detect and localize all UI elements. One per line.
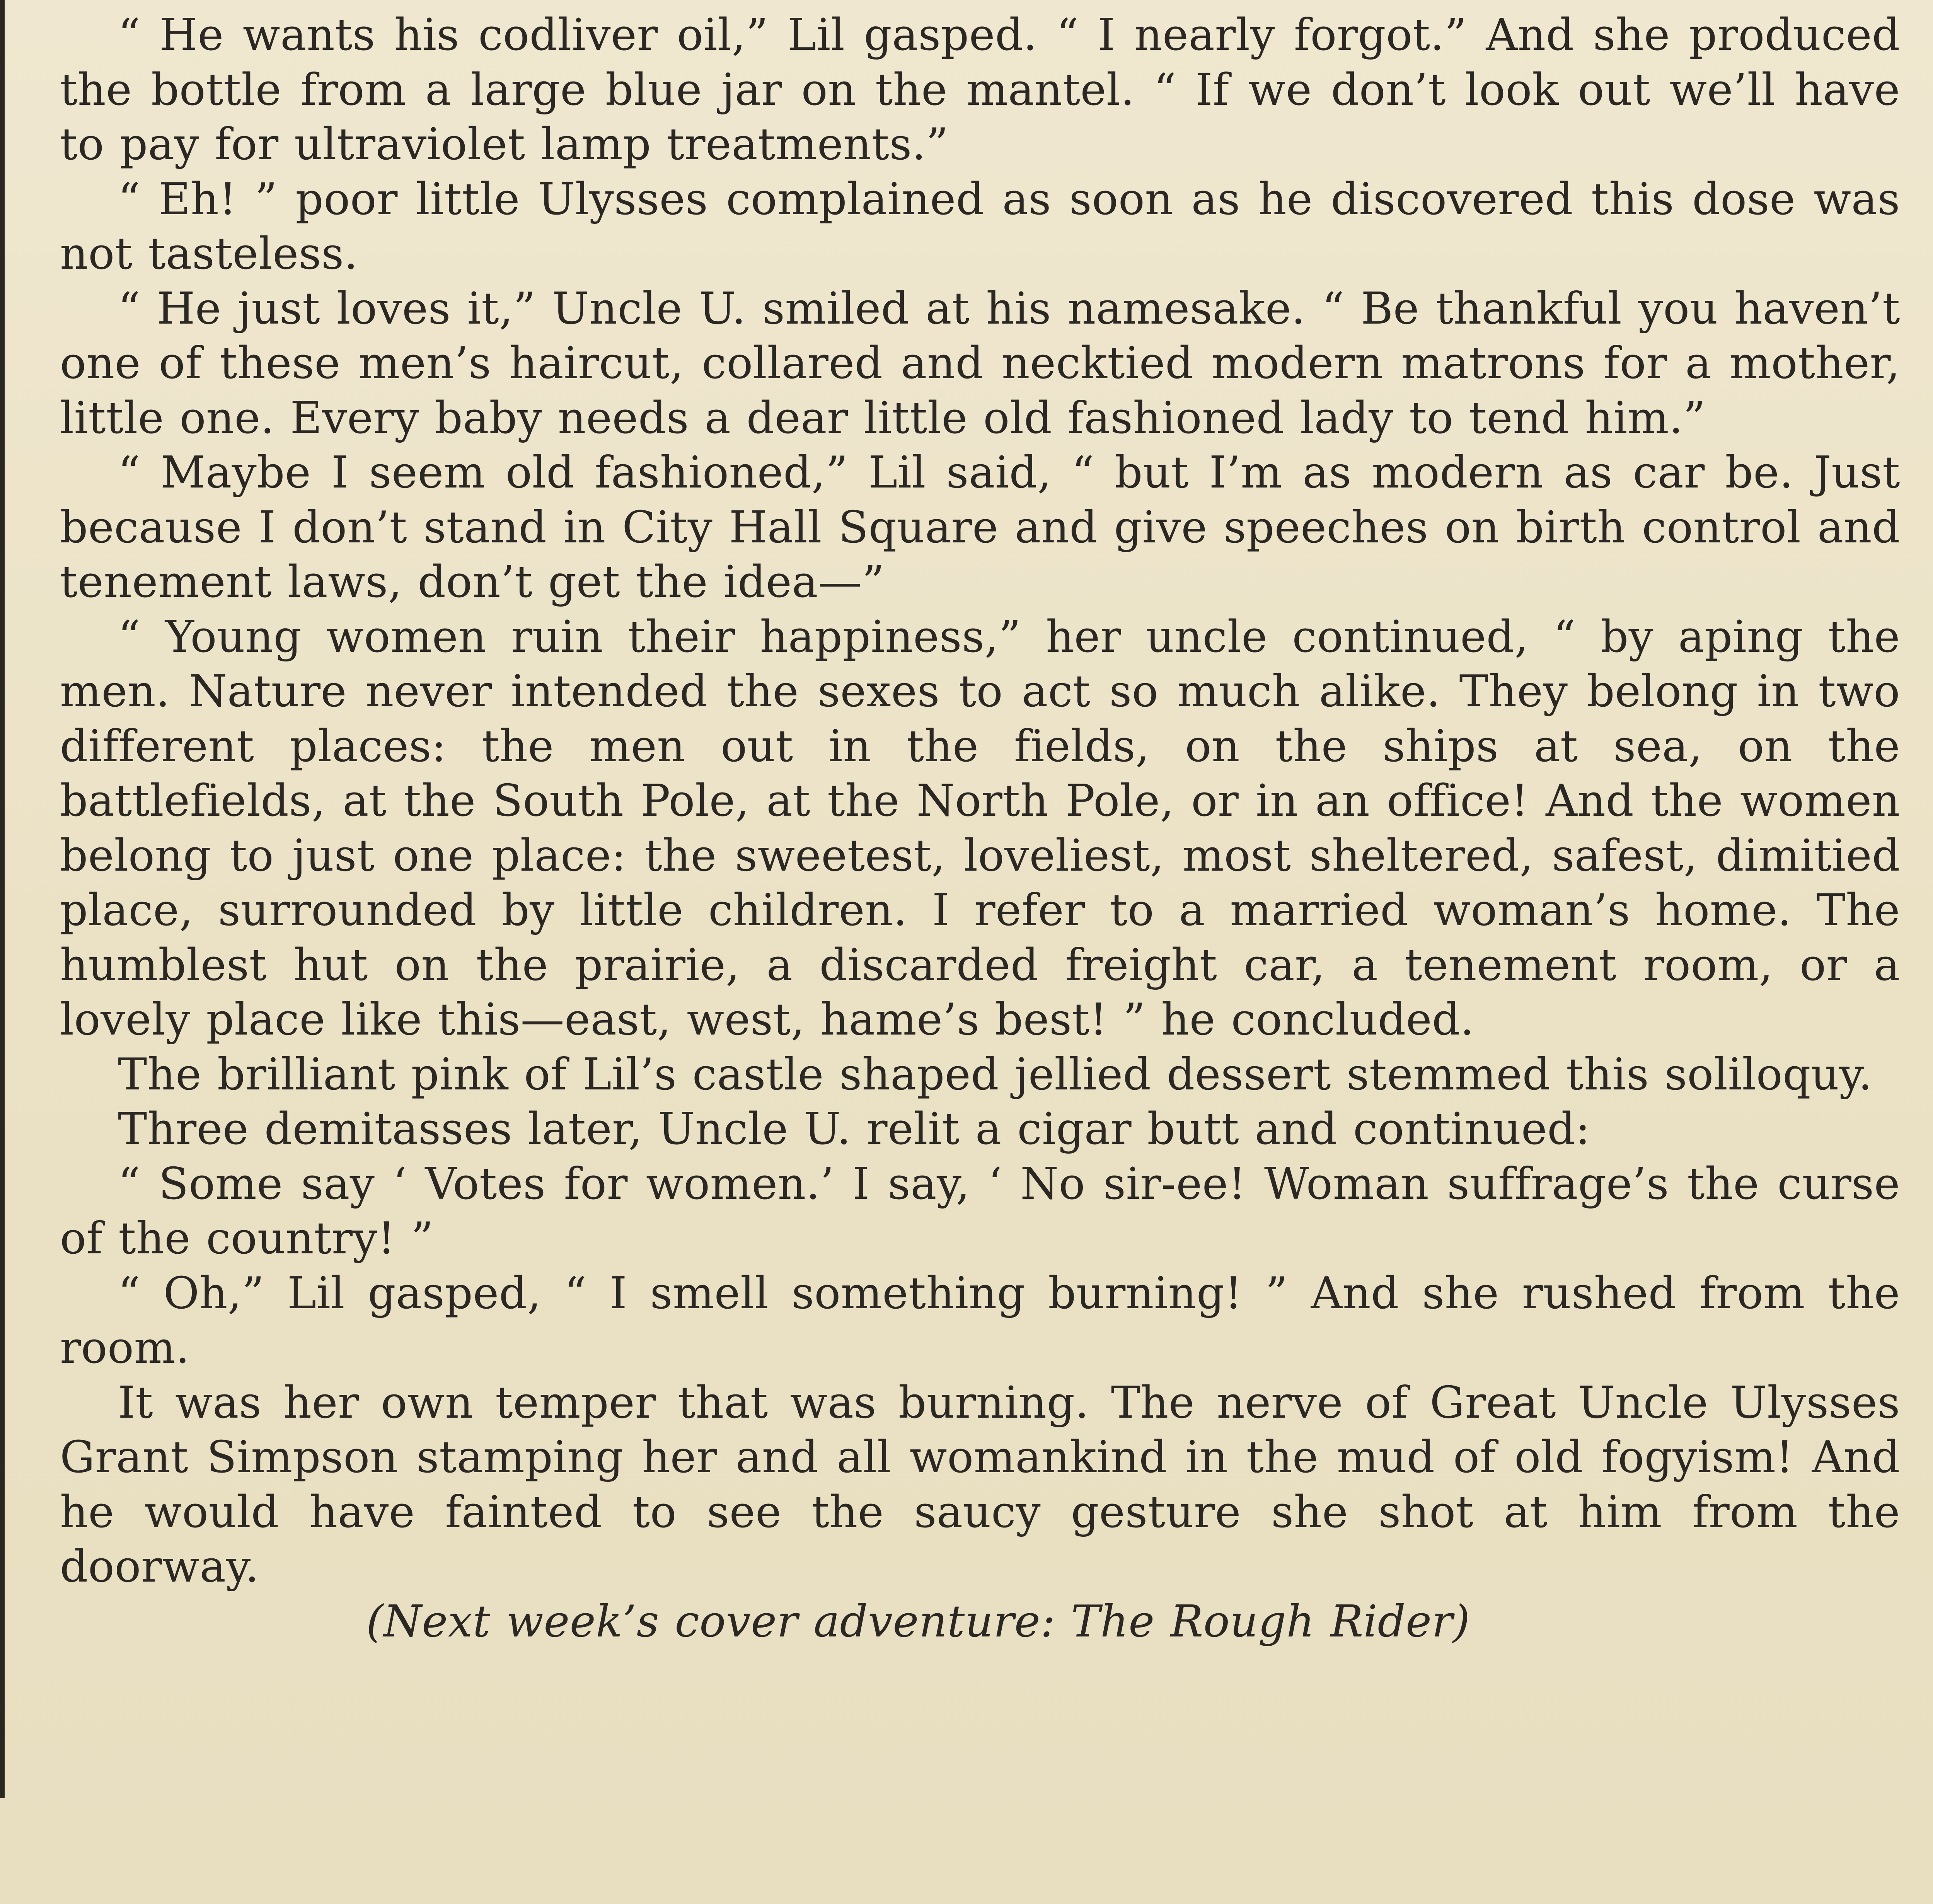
paragraph-lil-modern: “ Maybe I seem old fashioned,” Lil said, “ but I’m as modern as car be. Just because I don’t stand in City Hall Square and give speeches on birth control and tenement laws, don’t get the idea—” [60, 447, 1900, 607]
paragraph-jellied-dessert: The brilliant pink of Lil’s castle shaped jellied dessert stemmed this soliloquy. [118, 1048, 1873, 1100]
left-column-rule [0, 0, 5, 1798]
paragraph-codliver-oil: “ He wants his codliver oil,” Lil gasped. “ I nearly forgot.” And she produced the bottle from a large blue jar on the mantel. “ If we don’t look out we’ll have to pay for ultraviolet lamp treatments.” [60, 9, 1900, 170]
paragraph-votes-for-women: “ Some say ‘ Votes for women.’ I say, ‘ No sir-ee! Woman suffrage’s the curse of the country! ” [60, 1158, 1900, 1264]
article-column [60, 8, 1900, 1649]
paragraph-demitasses: Three demitasses later, Uncle U. relit a cigar butt and continued: [118, 1103, 1590, 1154]
paragraph-uncle-smiles: “ He just loves it,” Uncle U. smiled at his namesake. “ Be thankful you haven’t one of these men’s haircut, collared and necktied modern matrons for a mother, little one. Every baby needs a dear little old fashioned lady to tend him.” [60, 283, 1900, 443]
paragraph-smell-burning: “ Oh,” Lil gasped, “ I smell something burning! ” And she rushed from the room. [60, 1267, 1900, 1373]
next-week-note: (Next week’s cover adventure: The Rough Rider) [366, 1595, 1470, 1647]
paragraph-own-temper: It was her own temper that was burning. The nerve of Great Uncle Ulysses Grant Simpson stamping her and all womankind in the mud of old fogyism! And he would have fainted to see the saucy gesture she shot at him from the doorway. [60, 1377, 1900, 1592]
paragraph-ulysses-complains: “ Eh! ” poor little Ulysses complained as soon as he discovered this dose was not tasteless. [60, 173, 1900, 279]
paragraph-uncle-speech: “ Young women ruin their happiness,” her uncle continued, “ by aping the men. Nature never intended the sexes to act so much alike. They belong in two different places: the men out in the fields, on the ships at sea, on the battlefields, at the South Pole, at the North Pole, or in an office! And the women belong to just one place: the sweetest, loveliest, most sheltered, safest, dimitied place, surrounded by little children. I refer to a married woman’s home. The humblest hut on the prairie, a discarded freight car, a tenement room, or a lovely place like this—east, west, hame’s best! ” he concluded. [60, 611, 1900, 1045]
